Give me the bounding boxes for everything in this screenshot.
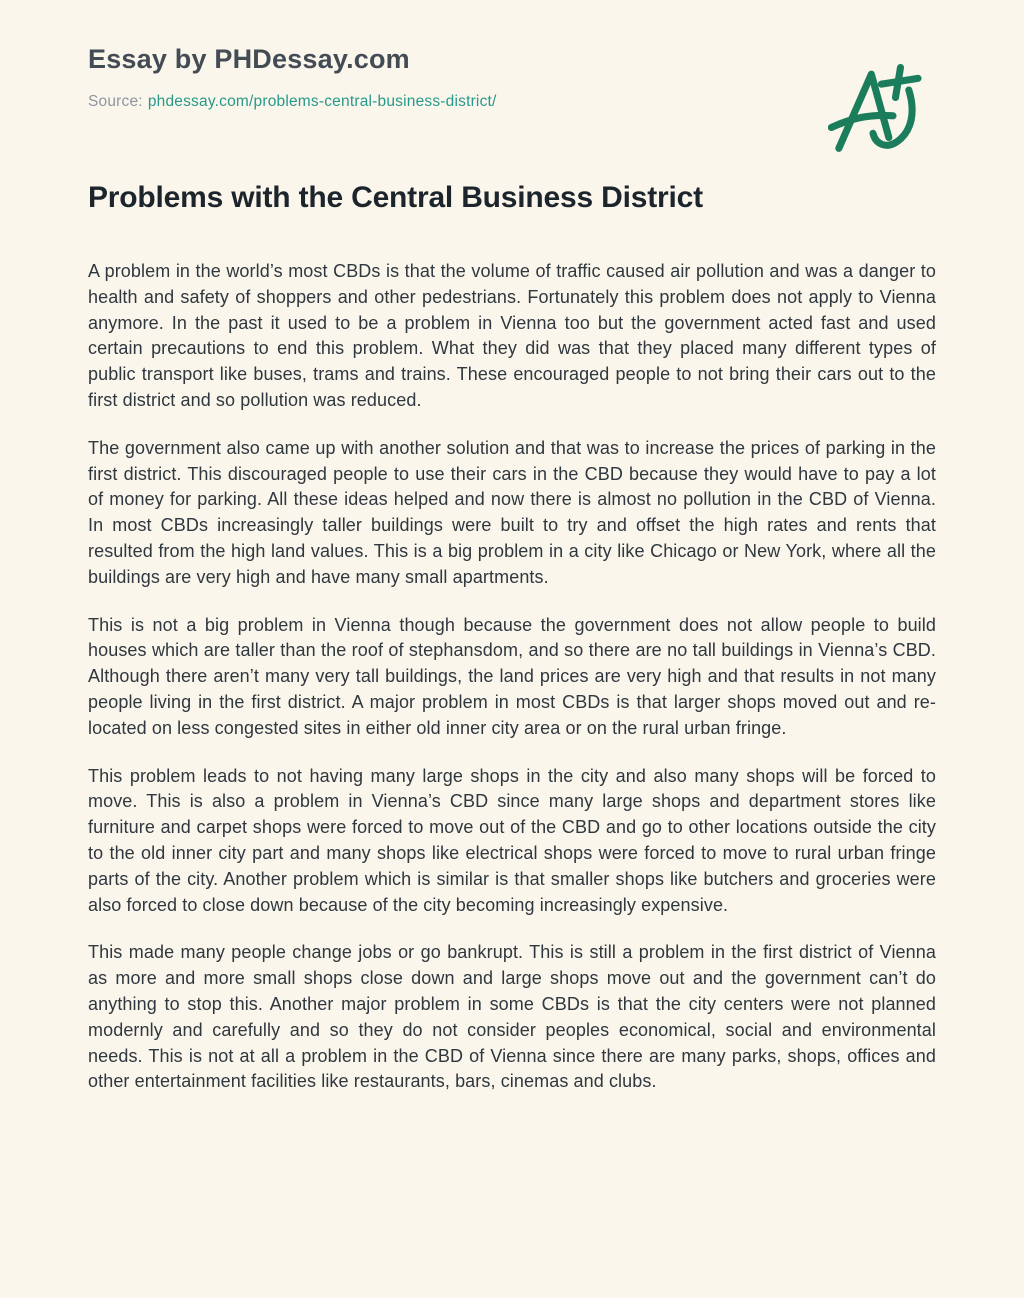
essay-body [88, 259, 936, 1095]
essay-paragraph: This problem leads to not having many large shops in the city and also many shops will be forced to move. This is also a problem in Vienna’s CBD since many large shops and department stores like furniture and carpet shops were forced to move out of the CBD and go to other locations outside the city to the old inner city part and many shops like electrical shops were forced to move to rural urban fringe parts of the city. Another problem which is similar is that smaller shops like butchers and groceries were also forced to close down because of the city becoming increasingly expensive. [88, 765, 936, 915]
essay-paragraph: This is not a big problem in Vienna though because the government does not allow people to build houses which are taller than the roof of stephansdom, and so there are no tall buildings in Vienna’s CBD. Although there aren’t many very tall buildings, the land prices are very high and that results in not many people living in the first district. A major problem in most CBDs is that larger shops moved out and re-located on less congested sites in either old inner city area or on the rural urban fringe. [88, 614, 936, 738]
essay-paragraph: The government also came up with another solution and that was to increase the prices of parking in the first district. This discouraged people to use their cars in the CBD because they would have to pay a lot of money for parking. All these ideas helped and now there is almost no pollution in the CBD of Vienna. In most CBDs increasingly taller buildings were built to try and offset the high rates and rents that resulted from the high land values. This is a big problem in a city like Chicago or New York, where all the buildings are very high and have many small apartments. [88, 437, 936, 587]
source-label: Source: [88, 93, 143, 110]
phdessay-a-plus-logo-icon [828, 58, 928, 162]
page-header [88, 44, 936, 111]
article-title: Problems with the Central Business District [88, 181, 703, 214]
site-title: Essay by PHDessay.com [88, 44, 410, 74]
essay-paragraph: This made many people change jobs or go bankrupt. This is still a problem in the first district of Vienna as more and more small shops close down and large shops move out and the government can’t do anything to stop this. Another major problem in some CBDs is that the city centers were not planned modernly and carefully and so they do not consider peoples economical, social and environmental needs. This is not at all a problem in the CBD of Vienna since there are many parks, shops, offices and other entertainment facilities like restaurants, bars, cinemas and clubs. [88, 942, 936, 1092]
source-link[interactable]: phdessay.com/problems-central-business-district/ [147, 93, 497, 110]
essay-paragraph: A problem in the world’s most CBDs is that the volume of traffic caused air pollution and was a danger to health and safety of shoppers and other pedestrians. Fortunately this problem does not apply to Vienna anymore. In the past it used to be a problem in Vienna too but the government acted fast and used certain precautions to end this problem. What they did was that they placed many different types of public transport like buses, trams and trains. These encouraged people to not bring their cars out to the first district and so pollution was reduced. [88, 261, 936, 410]
source-line [88, 93, 936, 111]
